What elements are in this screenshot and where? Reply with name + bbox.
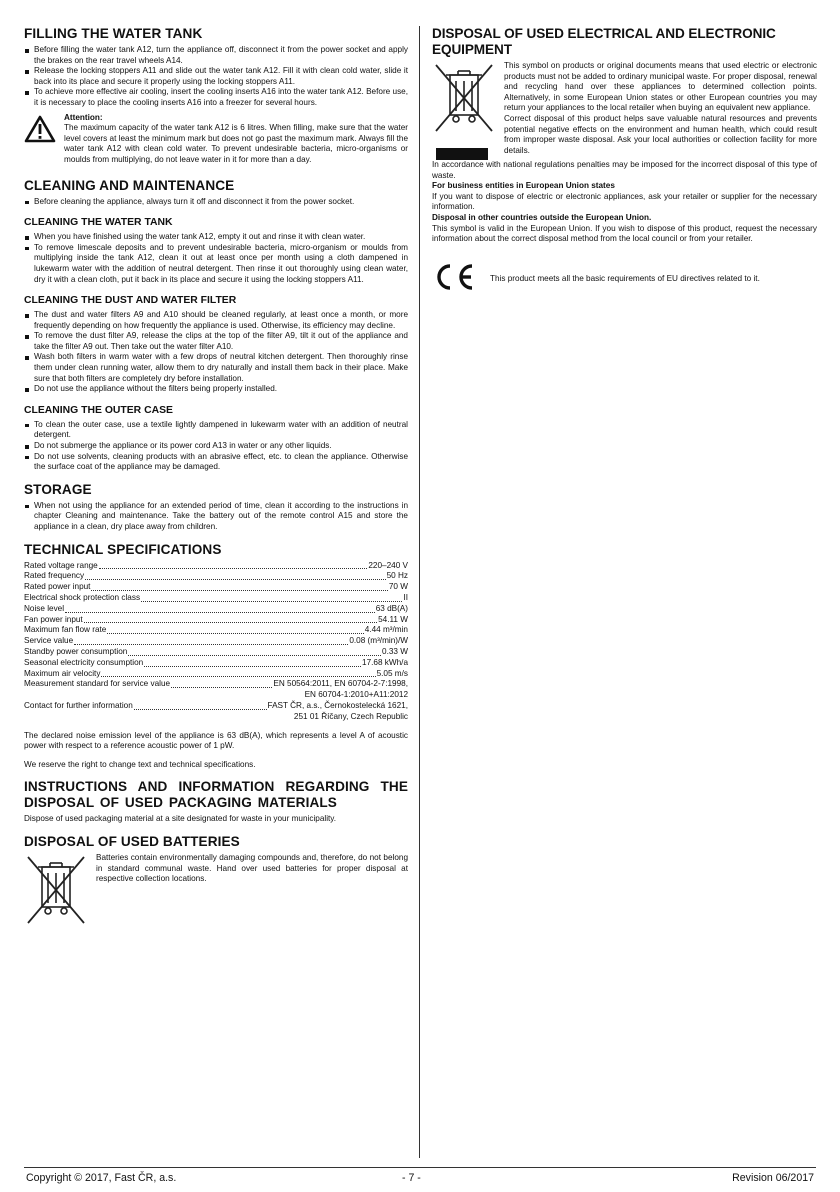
section-title: TECHNICAL SPECIFICATIONS <box>24 541 222 557</box>
list-item: To remove limescale deposits and to prevent undesirable bacteria, micro-organism or moulds from multiplying inside the tank A12, clean it out at least once per month using a cloth dampened in lukewarm water with the addition of neutral detergent. Then rinse it out thoroughly using clean water, dry it with a clean cloth, put it back in its place and secure it using the locking stoppers A11. <box>24 243 408 285</box>
eu-title: For business entities in European Union states <box>432 181 615 191</box>
spec-value: EN 50564:2011, EN 60704-2-7:1998, <box>273 679 408 689</box>
ce-mark-icon <box>432 263 490 296</box>
batteries-text: Batteries contain environmentally damaging compounds and, therefore, do not belong in standard communal waste. Hand over used batteries for proper disposal at respective collection locations. <box>96 852 408 884</box>
spec-value: 0.08 (m³/min)/W <box>349 636 408 646</box>
list-item: Before filling the water tank A12, turn the appliance off, disconnect it from the power socket and apply the brakes on the rear travel wheels A14. <box>24 45 408 66</box>
section-subtitle: CLEANING THE DUST AND WATER FILTER <box>24 295 237 307</box>
noise-note: The declared noise emission level of the appliance is 63 dB(A), which represents a level A of acoustic power with respect to a reference acoustic power of 1 pW. <box>24 730 408 751</box>
spec-row <box>24 679 408 690</box>
section-cleaning-outer-case <box>24 404 408 473</box>
other-text: This symbol is valid in the European Union. If you wish to dispose of this product, request the necessary information about the correct disposal method from the local council or from your retailer. <box>432 223 817 244</box>
list-item: The dust and water filters A9 and A10 should be cleaned regularly, at least once a month, or more frequently depending on how frequently the appliance is used. Otherwise, its efficiency may decline. <box>24 310 408 331</box>
section-title: STORAGE <box>24 481 92 497</box>
batteries-block <box>24 853 408 932</box>
spec-label: Service value <box>24 636 74 646</box>
spec-label: Rated voltage range <box>24 560 98 570</box>
reserve-note: We reserve the right to change text and technical specifications. <box>24 759 256 769</box>
spec-label: Fan power input <box>24 614 83 624</box>
attention-text: The maximum capacity of the water tank A12 is 6 litres. When filling, make sure that the water level covers at least the minimum mark but does not go past the maximum mark. Always fill the water tank A12 with clean cold water. To prevent undesirable bacteria, micro-organisms or moulds from multiplying, do not leave water in it for more than a day. <box>64 123 408 164</box>
section-title: DISPOSAL OF USED BATTERIES <box>24 833 240 849</box>
list-item: Release the locking stoppers A11 and slide out the water tank A12. Fill it with clean cold water, slide it back into its place and secure it properly using the locking stoppers A11. <box>24 66 408 87</box>
section-title: CLEANING AND MAINTENANCE <box>24 177 235 193</box>
crossed-out-wheelie-bin-icon <box>432 61 504 140</box>
column-divider <box>419 26 420 1158</box>
page-footer <box>24 1167 816 1188</box>
other-title: Disposal in other countries outside the European Union. <box>432 212 652 222</box>
spec-value: 220–240 V <box>368 560 408 570</box>
list-item: When not using the appliance for an extended period of time, clean it according to the instructions in chapter Cleaning and maintenance. Take the battery out of the remote control A15 and store the appliance in a clean, dry place away from children. <box>24 501 408 533</box>
spec-label: Maximum air velocity <box>24 668 101 678</box>
list-item: Do not submerge the appliance or its power cord A13 in water or any other liquids. <box>24 441 408 452</box>
spec-value: 63 dB(A) <box>375 603 408 613</box>
spec-row <box>24 625 408 636</box>
section-cleaning-water-tank <box>24 216 408 285</box>
section-subtitle: CLEANING THE OUTER CASE <box>24 404 173 416</box>
spec-row <box>24 669 408 680</box>
attention-box <box>24 113 408 166</box>
spec-row <box>24 561 408 572</box>
weee-text-3: In accordance with national regulations penalties may be imposed for the incorrect disposal of this type of waste. <box>432 160 817 180</box>
spec-label: Electrical shock protection class <box>24 592 141 602</box>
spec-row <box>24 593 408 604</box>
spec-label: Maximum fan flow rate <box>24 625 107 635</box>
packaging-text: Dispose of used packaging material at a site designated for waste in your municipality. <box>24 814 337 824</box>
spec-row <box>24 658 408 669</box>
spec-table <box>24 561 408 723</box>
list-item: Wash both filters in warm water with a few drops of neutral kitchen detergent. Then thoroughly rinse them under clean running water, allow them to dry naturally and install them back in their place. Make sure that both filters are completely dry before installation. <box>24 352 408 384</box>
revision: Revision 06/2017 <box>732 1172 814 1184</box>
bullet-list <box>24 232 408 285</box>
section-title: INSTRUCTIONS AND INFORMATION REGARDING THE DISPOSAL OF USED PACKAGING MATERIALS <box>24 779 408 811</box>
spec-value-continued: EN 60704-1:2010+A11:2012 <box>304 690 408 700</box>
list-item: To achieve more effective air cooling, insert the cooling inserts A16 into the water tank A12. Before use, it is necessary to place the cooling inserts A16 into a freezer for several hours. <box>24 87 408 108</box>
spec-row <box>24 615 408 626</box>
spec-label: Standby power consumption <box>24 646 128 656</box>
spec-value: 17.68 kWh/a <box>362 657 408 667</box>
spec-value: 50 Hz <box>386 571 408 581</box>
page-number: - 7 - <box>402 1172 421 1184</box>
section-packaging-disposal <box>24 779 408 825</box>
list-item: When you have finished using the water tank A12, empty it out and rinse it with clean water. <box>24 232 408 243</box>
list-item: Do not use the appliance without the filters being properly installed. <box>24 384 408 395</box>
spec-value: 0.33 W <box>382 646 408 656</box>
bullet-list <box>24 310 408 395</box>
spec-label: Measurement standard for service value <box>24 679 171 689</box>
spec-label: Rated frequency <box>24 571 85 581</box>
spec-label: Noise level <box>24 603 65 613</box>
spec-value-continued: 251 01 Říčany, Czech Republic <box>293 711 408 721</box>
bullet-list <box>24 197 408 208</box>
copyright: Copyright © 2017, Fast ČR, a.s. <box>26 1172 177 1184</box>
section-title: DISPOSAL OF USED ELECTRICAL AND ELECTRONIC EQUIPMENT <box>432 26 776 57</box>
spec-value: 70 W <box>388 582 408 592</box>
spec-row <box>24 582 408 593</box>
ce-text: This product meets all the basic requirements of EU directives related to it. <box>490 273 760 283</box>
spec-label: Rated power input <box>24 582 91 592</box>
spec-value: 54.11 W <box>378 614 408 624</box>
spec-row <box>24 571 408 582</box>
weee-text-1: This symbol on products or original documents means that used electric or electronic products must not be added to ordinary municipal waste. For proper disposal, renewal and recycling hand over these appliances to determined collection points. Alternatively, in some European Union states or other European countries you may return your appliances to the local retailer when buying an equivalent new appliance. <box>504 61 817 113</box>
right-column <box>432 26 817 296</box>
section-storage <box>24 482 408 533</box>
attention-title: Attention: <box>64 112 103 122</box>
spec-row <box>24 647 408 658</box>
spec-row <box>24 604 408 615</box>
spec-label: Contact for further information <box>24 700 133 710</box>
spec-row <box>24 636 408 647</box>
spec-value: 4.44 m³/min <box>364 625 408 635</box>
bullet-list <box>24 420 408 473</box>
spec-label: Seasonal electricity consumption <box>24 657 144 667</box>
section-filling-water-tank <box>24 26 408 166</box>
section-technical-specifications <box>24 542 408 771</box>
weee-block <box>432 61 817 160</box>
weee-text-2: Correct disposal of this product helps save valuable natural resources and prevents potential negative effects on the environment and human health, which could result from improper waste disposal. Ask your local authorities or collection facility for more details. <box>504 113 817 155</box>
warning-triangle-icon <box>24 113 64 166</box>
section-cleaning-maintenance <box>24 178 408 208</box>
eu-text: If you want to dispose of electric or electronic appliances, ask your retailer or supplier for the necessary information. <box>432 191 817 212</box>
left-column <box>24 26 408 941</box>
ce-block <box>432 263 817 296</box>
list-item: Before cleaning the appliance, always turn it off and disconnect it from the power socket. <box>24 197 408 208</box>
spec-row <box>24 701 408 712</box>
list-item: Do not use solvents, cleaning products with an abrasive effect, etc. to clean the appliance. Otherwise the surface coat of the appliance may be damaged. <box>24 452 408 473</box>
crossed-out-wheelie-bin-icon <box>24 853 96 932</box>
section-weee-disposal <box>432 26 817 245</box>
bullet-list <box>24 45 408 109</box>
spec-value: 5.05 m/s <box>376 668 408 678</box>
section-title: FILLING THE WATER TANK <box>24 26 203 41</box>
list-item: To clean the outer case, use a textile lightly dampened in lukewarm water with an addition of neutral detergent. <box>24 420 408 441</box>
spec-value: II <box>403 592 408 602</box>
black-bar <box>436 148 488 160</box>
section-subtitle: CLEANING THE WATER TANK <box>24 217 173 229</box>
section-cleaning-filter <box>24 294 408 395</box>
section-batteries-disposal <box>24 834 408 932</box>
list-item: To remove the dust filter A9, release the clips at the top of the filter A9, tilt it out of the appliance and take the filter A9 out. Then take out the water filter A10. <box>24 331 408 352</box>
spec-value: FAST ČR, a.s., Černokostelecká 1621, <box>267 700 408 710</box>
bullet-list <box>24 501 408 533</box>
